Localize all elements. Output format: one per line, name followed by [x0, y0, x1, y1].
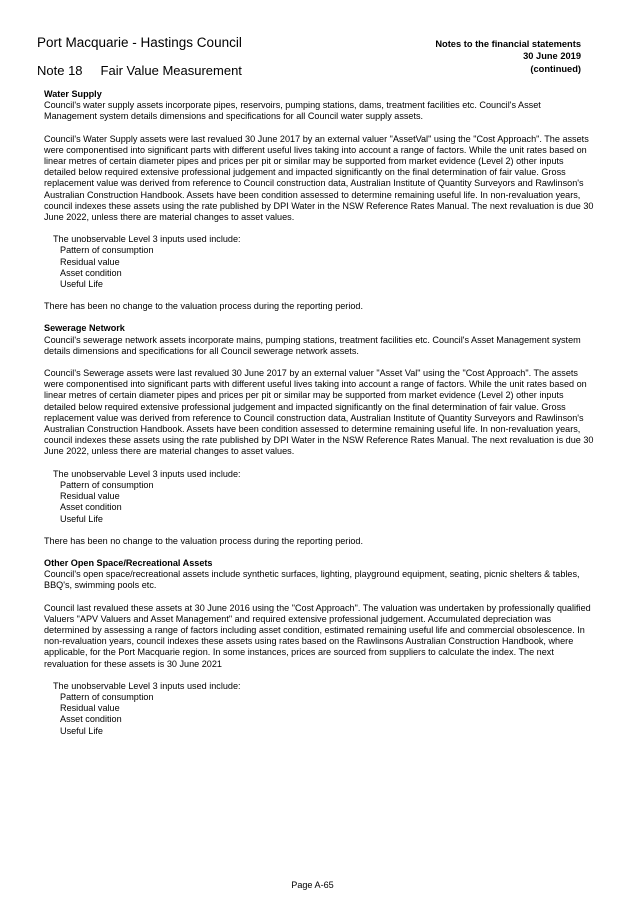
inputs-list: [60, 480, 595, 525]
inputs-intro: The unobservable Level 3 inputs used include:: [53, 234, 241, 245]
section-open-space-recreational: [44, 558, 595, 737]
list-item: Pattern of consumption: [60, 691, 154, 702]
inputs-list: [60, 245, 595, 290]
page-number: Page A-65: [291, 880, 334, 890]
document-body: [44, 89, 595, 748]
section-water-supply: [44, 89, 595, 312]
section-intro: Council's sewerage network assets incorporate mains, pumping stations, treatment facilities etc. Council's Asset Management system details dimensions and specifications for all Council sewerage network assets.: [44, 334, 581, 356]
list-item: Useful Life: [60, 725, 103, 736]
valuation-paragraph: Council last revalued these assets at 30 June 2016 using the "Cost Approach". The valuation was undertaken by professionally qualified Valuers "APV Valuers and Asset Management" and required extensive professional judgement. Accumulated depreciation was determined by assessing a range of factors including asset condition, estimated remaining useful life and commercial obsolescence. In non-revaluation years, council indexes these assets using rates based on the Rawlinsons Australian Construction Handbook, where applicable, for the Port Macquarie region. In some instances, prices are sourced from suppliers to calculate the index. The next revaluation for these assets is 30 June 2021: [44, 602, 591, 669]
statement-header: [435, 38, 581, 75]
valuation-paragraph: Council's Sewerage assets were last revalued 30 June 2017 by an external valuer "Asset Val" using the "Cost Approach". The assets were componentised into significant parts with different useful lives taking into account a range of factors. While the unit rates based on linear metres of certain diameter pipes and prices per pit or similar may be supported from market evidence (Level 2) other inputs detailed below required extensive professional judgement and impacted significantly on the final determination of fair value. Gross replacement value was derived from reference to Council construction data, Australian Institute of Quantity Surveyors and Rawlinson's Australian Construction Handbook. Assets have been condition assessed to determine remaining useful life. In non-revaluation years, council indexes these assets using the rate published by DPI Water in the NSW Reference Rates Manual. The next revaluation is due 30 June 2022, unless there are material changes to asset values.: [44, 368, 594, 457]
list-item: Residual value: [60, 703, 120, 714]
note-title: Fair Value Measurement: [100, 63, 242, 78]
continued-label: (continued): [530, 63, 581, 74]
list-item: Residual value: [60, 256, 120, 267]
note-number: Note 18: [37, 63, 83, 78]
valuation-paragraph: Council's Water Supply assets were last revalued 30 June 2017 by an external valuer "AssetVal" using the "Cost Approach". The assets were componentised into significant parts with different useful lives taking into account a range of factors. While the unit rates based on linear metres of certain diameter pipes and prices per pit or similar may be supported from market evidence (Level 2) other inputs detailed below required extensive professional judgement and impacted significantly on the final determination of fair value. Gross replacement value was derived from reference to Council construction data, Australian Institute of Quantity Surveyors and Rawlinson's Australian Construction Handbook. Assets have been condition assessed to determine remaining useful life. In non-revaluation years, council indexes these assets using the rate published by DPI Water in the NSW Reference Rates Manual. The next revaluation is due 30 June 2022, unless there are material changes to asset values.: [44, 133, 594, 223]
closing-statement: There has been no change to the valuation process during the reporting period.: [44, 301, 364, 312]
section-heading: Other Open Space/Recreational Assets: [44, 557, 213, 568]
closing-statement: There has been no change to the valuation process during the reporting period.: [44, 535, 364, 546]
section-sewerage-network: [44, 323, 595, 546]
list-item: Asset condition: [60, 502, 122, 513]
section-heading: Sewerage Network: [44, 323, 125, 334]
inputs-intro: The unobservable Level 3 inputs used include:: [53, 680, 241, 691]
section-intro: Council's water supply assets incorporate pipes, reservoirs, pumping stations, dams, treatment facilities etc. Council's Asset Management system details dimensions and specifications for all Council water supply assets.: [44, 100, 541, 122]
inputs-list: [60, 692, 595, 737]
list-item: Residual value: [60, 491, 120, 502]
statement-date: 30 June 2019: [523, 51, 581, 62]
statement-type: Notes to the financial statements: [435, 39, 581, 49]
list-item: Useful Life: [60, 279, 103, 290]
list-item: Pattern of consumption: [60, 479, 154, 490]
organisation-name: Port Macquarie - Hastings Council: [37, 35, 242, 50]
inputs-intro: The unobservable Level 3 inputs used include:: [53, 468, 241, 479]
list-item: Useful Life: [60, 513, 103, 524]
list-item: Pattern of consumption: [60, 245, 154, 256]
note-heading: [37, 63, 242, 79]
section-intro: Council's open space/recreational assets include synthetic surfaces, lighting, playground equipment, seating, picnic shelters & tables, BBQ's, swimming pools etc.: [44, 569, 580, 591]
page-header: [37, 35, 242, 79]
list-item: Asset condition: [60, 714, 122, 725]
section-heading: Water Supply: [44, 89, 102, 99]
list-item: Asset condition: [60, 267, 122, 278]
